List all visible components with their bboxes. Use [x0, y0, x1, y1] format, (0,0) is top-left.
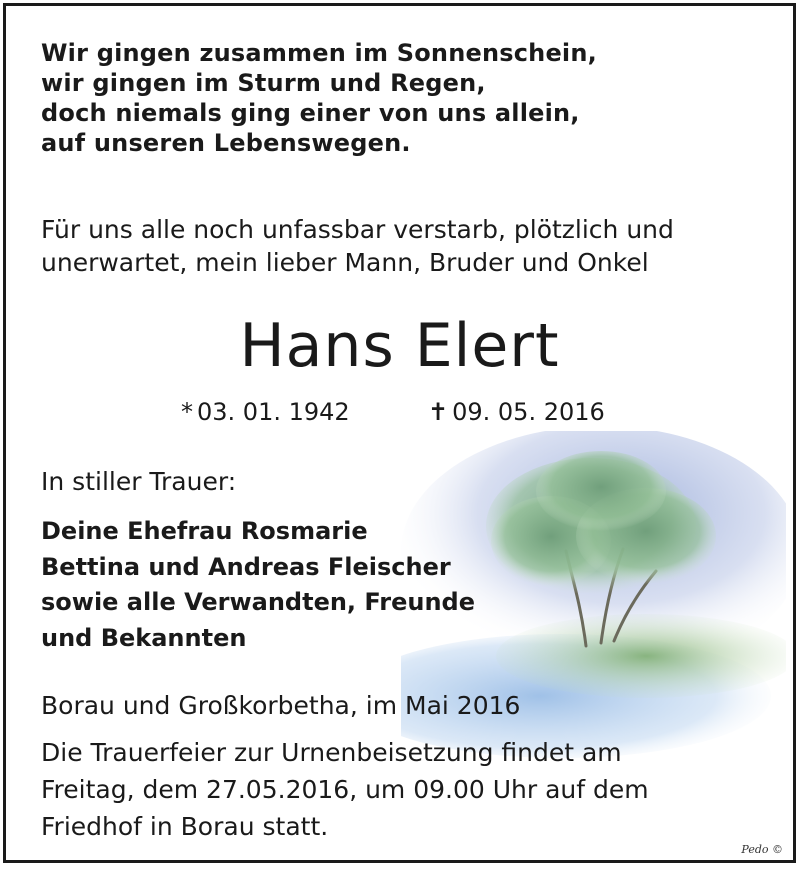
- birth-date-value: 03. 01. 1942: [197, 398, 350, 426]
- intro-text: [41, 213, 674, 279]
- birth-star-icon: *: [181, 398, 193, 426]
- poem-line: Wir gingen zusammen im Sonnenschein,: [41, 39, 597, 67]
- deceased-name: Hans Elert: [239, 311, 560, 381]
- obituary-notice: [3, 3, 796, 863]
- funeral-line: Freitag, dem 27.05.2016, um 09.00 Uhr auf dem: [41, 775, 649, 804]
- intro-line: Für uns alle noch unfassbar verstarb, plötzlich und: [41, 215, 674, 244]
- poem: [41, 38, 597, 158]
- mourner-line: sowie alle Verwandten, Freunde: [41, 588, 476, 616]
- funeral-info: [41, 734, 649, 845]
- mourning-label: In stiller Trauer:: [41, 467, 237, 496]
- place-date: Borau und Großkorbetha, im Mai 2016: [41, 691, 521, 720]
- funeral-line: Friedhof in Borau statt.: [41, 812, 329, 841]
- grass-bank: [496, 614, 786, 698]
- birth-date: [181, 396, 350, 428]
- poem-line: auf unseren Lebenswegen.: [41, 129, 411, 157]
- mourner-line: Deine Ehefrau Rosmarie: [41, 517, 368, 545]
- death-date-value: 09. 05. 2016: [452, 398, 605, 426]
- funeral-line: Die Trauerfeier zur Urnenbeisetzung findet am: [41, 738, 622, 767]
- poem-line: doch niemals ging einer von uns allein,: [41, 99, 580, 127]
- poem-line: wir gingen im Sturm und Regen,: [41, 69, 486, 97]
- cross-icon: ✝: [428, 398, 449, 426]
- intro-line: unerwartet, mein lieber Mann, Bruder und Onkel: [41, 248, 649, 277]
- death-date: [428, 396, 605, 428]
- mourner-line: Bettina und Andreas Fleischer: [41, 552, 451, 581]
- artist-signature: Pedo ©: [741, 843, 783, 856]
- mourner-line: und Bekannten: [41, 623, 247, 652]
- mourners-list: [41, 514, 475, 656]
